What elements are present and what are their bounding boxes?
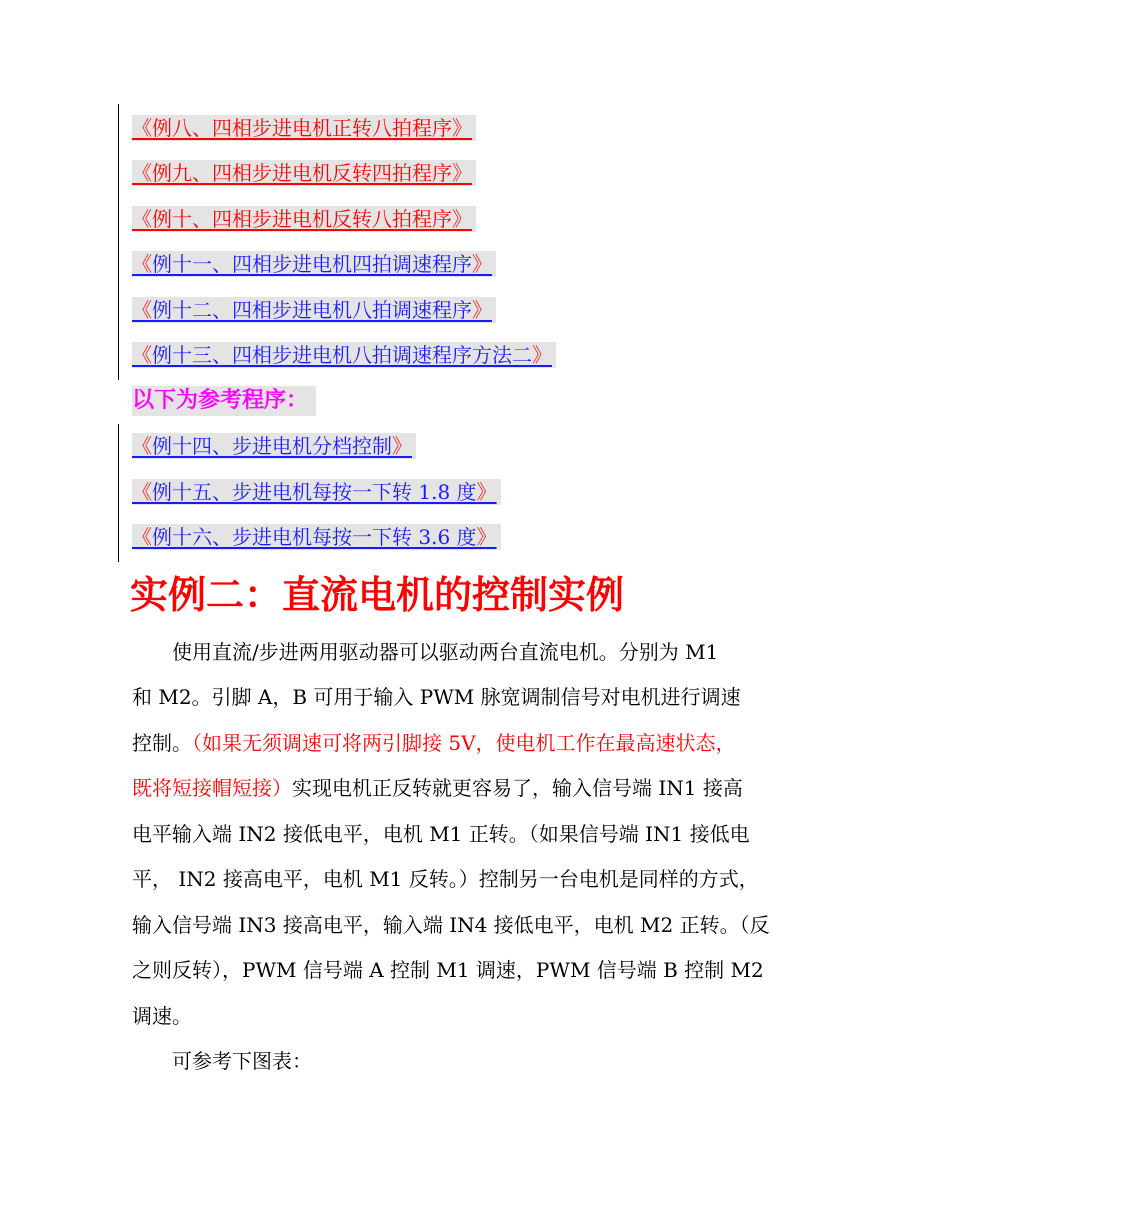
reference-heading: 以下为参考程序： — [132, 386, 316, 416]
body-line: 可参考下图表： — [172, 1049, 312, 1073]
toc-link-close-bracket: 》 — [472, 298, 492, 322]
body-line: 调速。 — [132, 1004, 192, 1028]
body-line: 输入信号端 IN3 接高电平，输入端 IN4 接低电平，电机 M2 正转。（反 — [132, 913, 770, 937]
toc-link-open-bracket: 《 — [132, 434, 152, 458]
toc-link-label: 例十、四相步进电机反转八拍程序 — [152, 207, 452, 231]
toc-link-label: 例十三、四相步进电机八拍调速程序方法二 — [152, 343, 532, 367]
toc-link[interactable] — [132, 433, 416, 459]
toc-link[interactable] — [132, 524, 501, 550]
toc-link[interactable] — [132, 251, 496, 277]
toc-link-label: 例十五、步进电机每按一下转 1.8 度 — [152, 480, 477, 504]
toc-bar-2 — [118, 424, 119, 562]
body-text-red: 既将短接帽短接） — [132, 776, 292, 800]
toc-link-label: 例十四、步进电机分档控制 — [152, 434, 392, 458]
section-title: 实例二：直流电机的控制实例 — [130, 573, 625, 617]
toc-link-open-bracket: 《 — [132, 207, 152, 231]
toc-link-close-bracket: 》 — [452, 207, 472, 231]
toc-link-label: 例十六、步进电机每按一下转 3.6 度 — [152, 525, 477, 549]
toc-link-close-bracket: 》 — [452, 116, 472, 140]
body-line: 平， IN2 接高电平，电机 M1 反转。）控制另一台电机是同样的方式， — [132, 867, 759, 891]
body-line — [132, 729, 736, 757]
toc-link-close-bracket: 》 — [452, 161, 472, 185]
toc-link[interactable] — [132, 342, 556, 368]
toc-link-close-bracket: 》 — [532, 343, 552, 367]
toc-link-open-bracket: 《 — [132, 525, 152, 549]
toc-link-open-bracket: 《 — [132, 252, 152, 276]
toc-link-close-bracket: 》 — [392, 434, 412, 458]
toc-link-label: 例八、四相步进电机正转八拍程序 — [152, 116, 452, 140]
toc-link-label: 例十一、四相步进电机四拍调速程序 — [152, 252, 472, 276]
body-text-red: （如果无须调速可将两引脚接 5V，使电机工作在最高速状态， — [192, 731, 736, 755]
toc-link-close-bracket: 》 — [476, 480, 497, 504]
toc-link-close-bracket: 》 — [472, 252, 492, 276]
body-line: 使用直流/步进两用驱动器可以驱动两台直流电机。分别为 M1 — [172, 640, 719, 664]
body-line — [132, 774, 743, 802]
toc-link-open-bracket: 《 — [132, 480, 152, 504]
toc-link-open-bracket: 《 — [132, 161, 152, 185]
toc-link[interactable] — [132, 297, 496, 323]
toc-bar-1 — [118, 104, 119, 380]
toc-link-label: 例十二、四相步进电机八拍调速程序 — [152, 298, 472, 322]
body-line: 之则反转），PWM 信号端 A 控制 M1 调速，PWM 信号端 B 控制 M2 — [132, 958, 764, 982]
toc-link[interactable] — [132, 160, 476, 186]
body-text: 控制。 — [132, 731, 192, 755]
toc-link[interactable] — [132, 115, 476, 141]
toc-link[interactable] — [132, 479, 501, 505]
toc-link-open-bracket: 《 — [132, 298, 152, 322]
body-line: 和 M2。引脚 A，B 可用于输入 PWM 脉宽调制信号对电机进行调速 — [132, 685, 741, 709]
body-text: 实现电机正反转就更容易了，输入信号端 IN1 接高 — [292, 776, 743, 800]
toc-link-open-bracket: 《 — [132, 343, 152, 367]
body-line: 电平输入端 IN2 接低电平，电机 M1 正转。（如果信号端 IN1 接低电 — [132, 822, 750, 846]
toc-link-open-bracket: 《 — [132, 116, 152, 140]
toc-link[interactable] — [132, 206, 476, 232]
toc-link-label: 例九、四相步进电机反转四拍程序 — [152, 161, 452, 185]
toc-link-close-bracket: 》 — [476, 525, 497, 549]
